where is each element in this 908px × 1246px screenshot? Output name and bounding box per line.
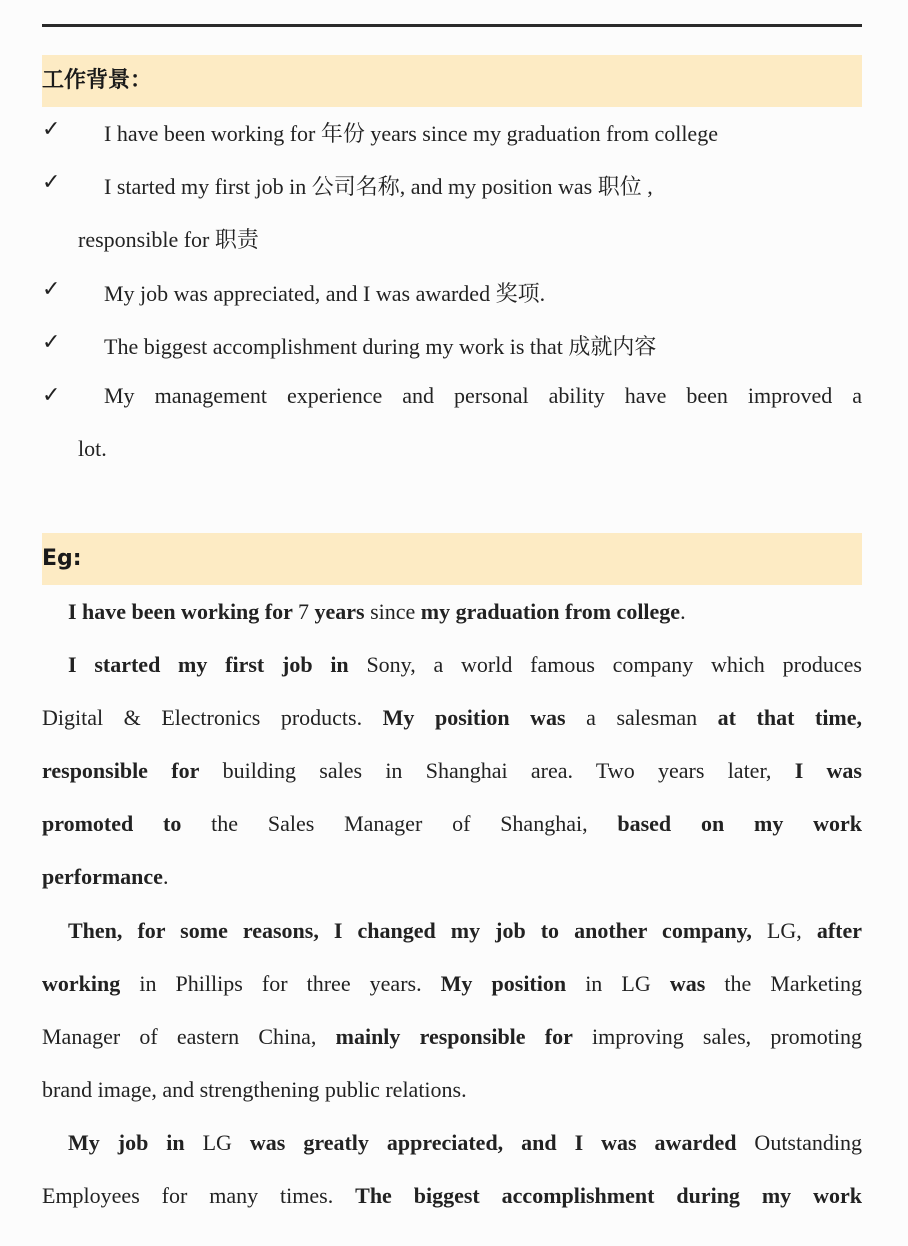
section-heading-example: Eg: — [42, 533, 862, 585]
bullet-text: I have been working for 年份 years since my graduation from college — [104, 121, 718, 146]
paragraph-line: Employees for many times. The biggest accomplishment during my work — [42, 1183, 862, 1208]
top-rule — [42, 24, 862, 27]
paragraph-line: I started my first job in Sony, a world famous company which produces — [68, 652, 862, 677]
bullet-text: My management experience and personal ability have been improved a — [104, 383, 862, 408]
paragraph-line: Digital & Electronics products. My position was a salesman at that time, — [42, 705, 863, 730]
bullet-text-continued: lot. — [78, 436, 107, 461]
checkmark-icon: ✓ — [42, 277, 61, 302]
checkmark-icon: ✓ — [42, 170, 61, 195]
paragraph-line: performance. — [42, 864, 169, 889]
checkmark-icon: ✓ — [42, 383, 61, 408]
checkmark-icon: ✓ — [42, 117, 61, 142]
example-paragraph-2 — [42, 638, 862, 903]
paragraph-line: responsible for building sales in Shanghai area. Two years later, I was — [42, 758, 862, 783]
bullet-text: I started my first job in 公司名称, and my position was 职位 , — [104, 174, 653, 199]
example-paragraph-1 — [42, 585, 862, 638]
paragraph-line: working in Phillips for three years. My position in LG was the Marketing — [42, 971, 862, 996]
paragraph-line: Manager of eastern China, mainly responsible for improving sales, promoting — [42, 1024, 863, 1049]
paragraph-line: brand image, and strengthening public relations. — [42, 1077, 467, 1102]
example-paragraph-3 — [42, 904, 862, 1116]
checkmark-icon: ✓ — [42, 330, 61, 355]
paragraph-line: My job in LG was greatly appreciated, and I was awarded Outstanding — [68, 1130, 862, 1155]
example-paragraph-4 — [42, 1116, 862, 1222]
paragraph-line: I have been working for 7 years since my graduation from college. — [68, 599, 686, 624]
bullet-text: My job was appreciated, and I was awarded 奖项. — [104, 281, 546, 306]
section-heading-work-background: 工作背景： — [42, 55, 862, 107]
paragraph-line: Then, for some reasons, I changed my job to another company, LG, after — [68, 918, 862, 943]
bullet-text: The biggest accomplishment during my work is that 成就内容 — [104, 334, 657, 359]
paragraph-line: promoted to the Sales Manager of Shanghai, based on my work — [42, 811, 863, 836]
bullet-text-continued: responsible for 职责 — [78, 227, 259, 252]
